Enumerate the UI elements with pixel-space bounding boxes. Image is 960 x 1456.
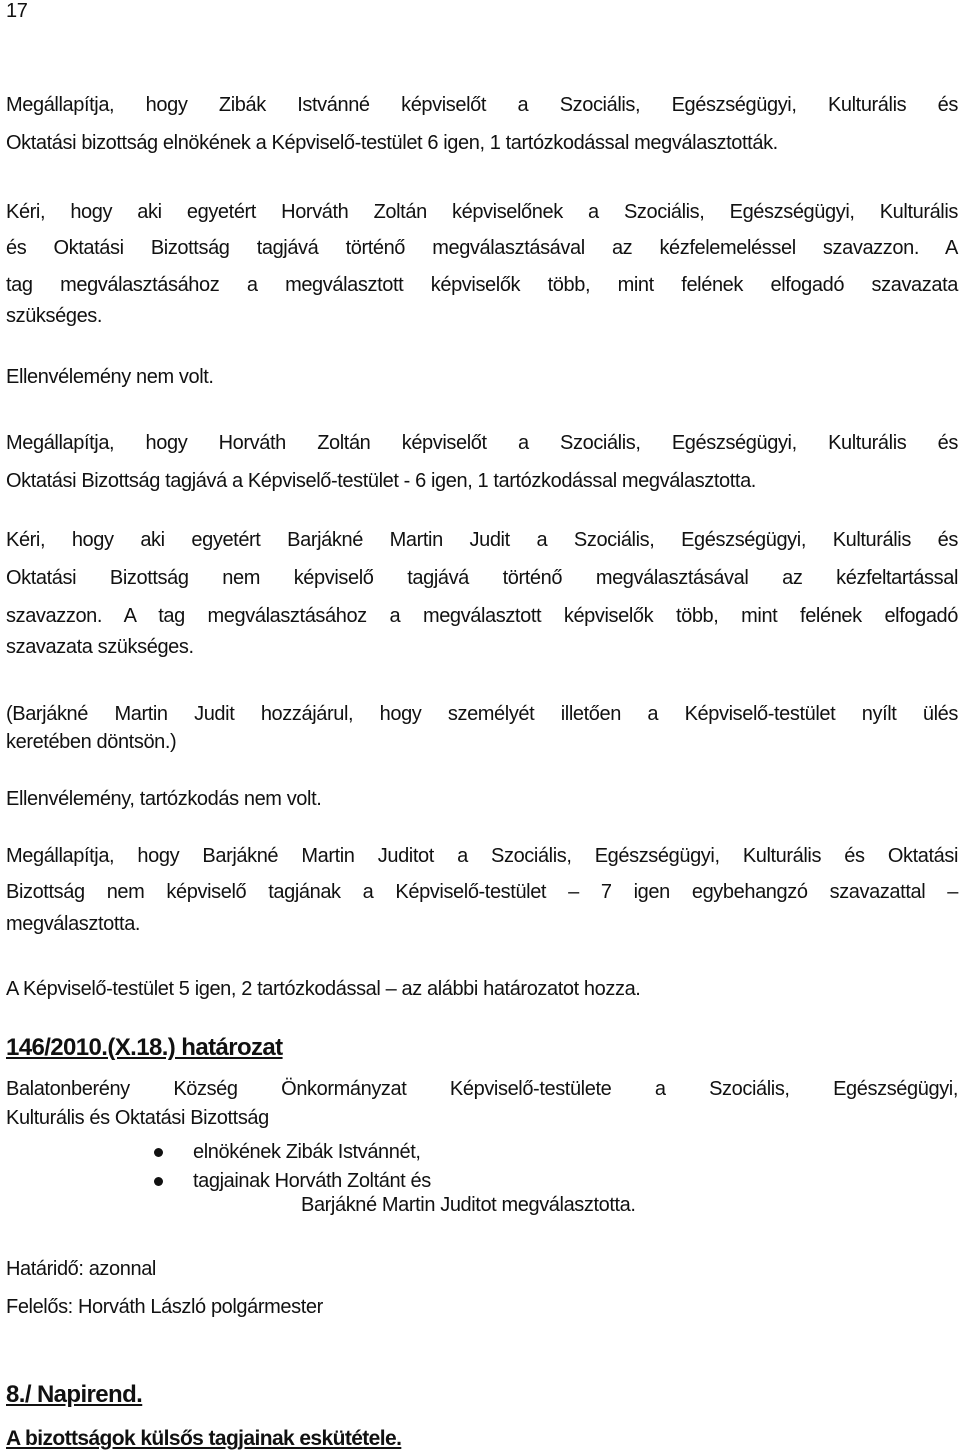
text-line: (Barjákné Martin Judit hozzájárul, hogy személyét illetően a Képviselő-testület nyílt ülés (6, 703, 958, 725)
text-line: Bizottság nem képviselő tagjának a Képviselő-testület – 7 igen egybehangzó szavazattal – (6, 881, 958, 903)
text-line: Oktatási Bizottság nem képviselő tagjává történő megválasztásával az kézfeltartással (6, 567, 958, 589)
bullet-text: tagjainak Horváth Zoltánt és (193, 1170, 431, 1192)
bullet-icon (154, 1148, 163, 1157)
text-line: és Oktatási Bizottság tagjává történő megválasztásával az kézfelemeléssel szavazzon. A (6, 237, 958, 259)
text-line: megválasztotta. (6, 913, 141, 935)
text-line: Balatonberény Község Önkormányzat Képviselő-testülete a Szociális, Egészségügyi, (6, 1078, 958, 1100)
paragraph-vote-request-horvath (6, 194, 958, 328)
text-line: szükséges. (6, 305, 103, 327)
text-line: Oktatási Bizottság tagjává a Képviselő-testület - 6 igen, 1 tartózkodással megválasztotta. (6, 470, 756, 492)
page-number: 17 (6, 0, 28, 22)
paragraph-horvath-elected (6, 424, 958, 500)
paragraph-vote-request-barjakne (6, 521, 958, 659)
resolution-title: 146/2010.(X.18.) határozat (6, 1034, 283, 1061)
text-line: Kéri, hogy aki egyetért Barjákné Martin Judit a Szociális, Egészségügyi, Kulturális és (6, 529, 958, 551)
bullet-text: elnökének Zibák Istvánnét, (193, 1141, 421, 1163)
text-line: Megállapítja, hogy Horváth Zoltán képviselőt a Szociális, Egészségügyi, Kulturális és (6, 432, 958, 454)
resolution-deadline: Határidő: azonnal (6, 1258, 156, 1280)
text-line: Megállapítja, hogy Zibák Istvánné képviselőt a Szociális, Egészségügyi, Kulturális és (6, 94, 958, 116)
text-line: Kulturális és Oktatási Bizottság (6, 1107, 269, 1129)
bullet-icon (154, 1177, 163, 1186)
text-line: szavazata szükséges. (6, 636, 194, 658)
agenda-number: 8./ Napirend. (6, 1381, 143, 1408)
paragraph-no-objection-abstention: Ellenvélemény, tartózkodás nem volt. (6, 788, 322, 810)
resolution-intro (6, 1074, 958, 1132)
text-line: szavazzon. A tag megválasztásához a megválasztott képviselők több, mint felének elfogadó (6, 605, 958, 627)
paragraph-no-objection: Ellenvélemény nem volt. (6, 366, 214, 388)
resolution-responsible: Felelős: Horváth László polgármester (6, 1296, 323, 1318)
text-line: Megállapítja, hogy Barjákné Martin Juditot a Szociális, Egészségügyi, Kulturális és Oktatási (6, 845, 958, 867)
list-item (6, 1138, 958, 1167)
text-line: Kéri, hogy aki egyetért Horváth Zoltán képviselőnek a Szociális, Egészségügyi, Kulturális (6, 201, 958, 223)
text-line: Oktatási bizottság elnökének a Képviselő-testület 6 igen, 1 tartózkodással megválasztották. (6, 132, 778, 154)
text-line: tag megválasztásához a megválasztott képviselők több, mint felének elfogadó szavazata (6, 274, 958, 296)
bullet-continuation: Barjákné Martin Juditot megválasztotta. (301, 1194, 636, 1216)
paragraph-consent-note (6, 699, 958, 755)
paragraph-election-chair (6, 86, 958, 162)
paragraph-barjakne-elected (6, 838, 958, 938)
resolution-bullet-list (6, 1138, 958, 1196)
text-line: keretében döntsön.) (6, 731, 177, 753)
agenda-title: A bizottságok külsős tagjainak eskütétele. (6, 1427, 402, 1450)
paragraph-resolution-vote: A Képviselő-testület 5 igen, 2 tartózkodással – az alábbi határozatot hozza. (6, 978, 641, 1000)
